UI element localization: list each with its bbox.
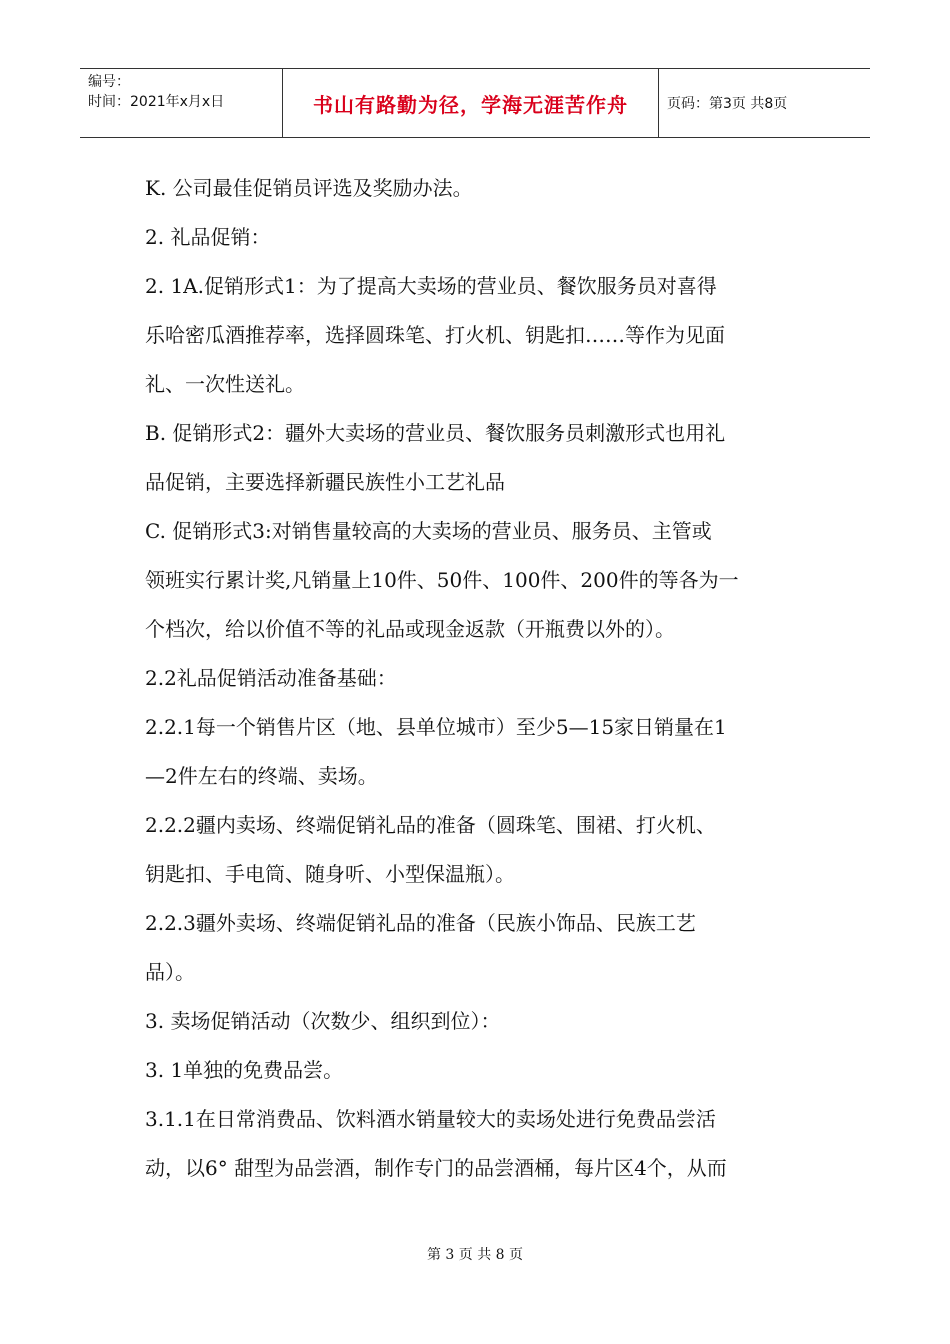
body-line: 乐哈密瓜酒推荐率，选择圆珠笔、打火机、钥匙扣……等作为见面 bbox=[145, 323, 725, 347]
body-line: 品）。 bbox=[145, 960, 195, 984]
body-line: B. 促销形式2：疆外大卖场的营业员、餐饮服务员刺激形式也用礼 bbox=[145, 421, 726, 445]
body-line: 动，以6° 甜型为品尝酒，制作专门的品尝酒桶，每片区4个，从而 bbox=[145, 1156, 727, 1180]
header-motto: 书山有路勤为径，学海无涯苦作舟 bbox=[283, 69, 659, 137]
body-line: 2. 1A.促销形式1：为了提高大卖场的营业员、餐饮服务员对喜得 bbox=[145, 274, 717, 298]
body-line: 个档次，给以价值不等的礼品或现金返款（开瓶费以外的）。 bbox=[145, 617, 675, 641]
page-footer: 第 3 页 共 8 页 bbox=[426, 1247, 524, 1263]
body-line: 3.1.1在日常消费品、饮料酒水销量较大的卖场处进行免费品尝活 bbox=[145, 1107, 716, 1131]
page-header bbox=[80, 68, 870, 138]
body-line: C. 促销形式3:对销售量较高的大卖场的营业员、服务员、主管或 bbox=[145, 519, 712, 543]
body-line: 钥匙扣、手电筒、随身听、小型保温瓶）。 bbox=[145, 862, 515, 886]
body-line: 3. 1单独的免费品尝。 bbox=[145, 1058, 344, 1082]
body-line: 2.2礼品促销活动准备基础： bbox=[145, 666, 397, 690]
body-line: 2.2.2疆内卖场、终端促销礼品的准备（圆珠笔、围裙、打火机、 bbox=[145, 813, 716, 837]
body-line: —2件左右的终端、卖场。 bbox=[145, 764, 378, 788]
body-line: 领班实行累计奖,凡销量上10件、50件、100件、200件的等各为一 bbox=[145, 568, 739, 592]
body-line: 2. 礼品促销： bbox=[145, 225, 271, 249]
body-line: K. 公司最佳促销员评选及奖励办法。 bbox=[145, 176, 473, 200]
document-body bbox=[145, 164, 810, 1193]
header-page-info: 页码：第3页 共8页 bbox=[667, 96, 788, 112]
header-meta-cell bbox=[80, 69, 283, 137]
body-line: 品促销，主要选择新疆民族性小工艺礼品 bbox=[145, 470, 505, 494]
document-number-label: 编号： bbox=[88, 74, 130, 90]
body-line: 礼、一次性送礼。 bbox=[145, 372, 305, 396]
body-line: 2.2.3疆外卖场、终端促销礼品的准备（民族小饰品、民族工艺 bbox=[145, 911, 696, 935]
document-date: 时间：2021年x月x日 bbox=[88, 94, 225, 110]
body-line: 3. 卖场促销活动（次数少、组织到位）： bbox=[145, 1009, 501, 1033]
body-line: 2.2.1每一个销售片区（地、县单位城市）至少5—15家日销量在1 bbox=[145, 715, 727, 739]
